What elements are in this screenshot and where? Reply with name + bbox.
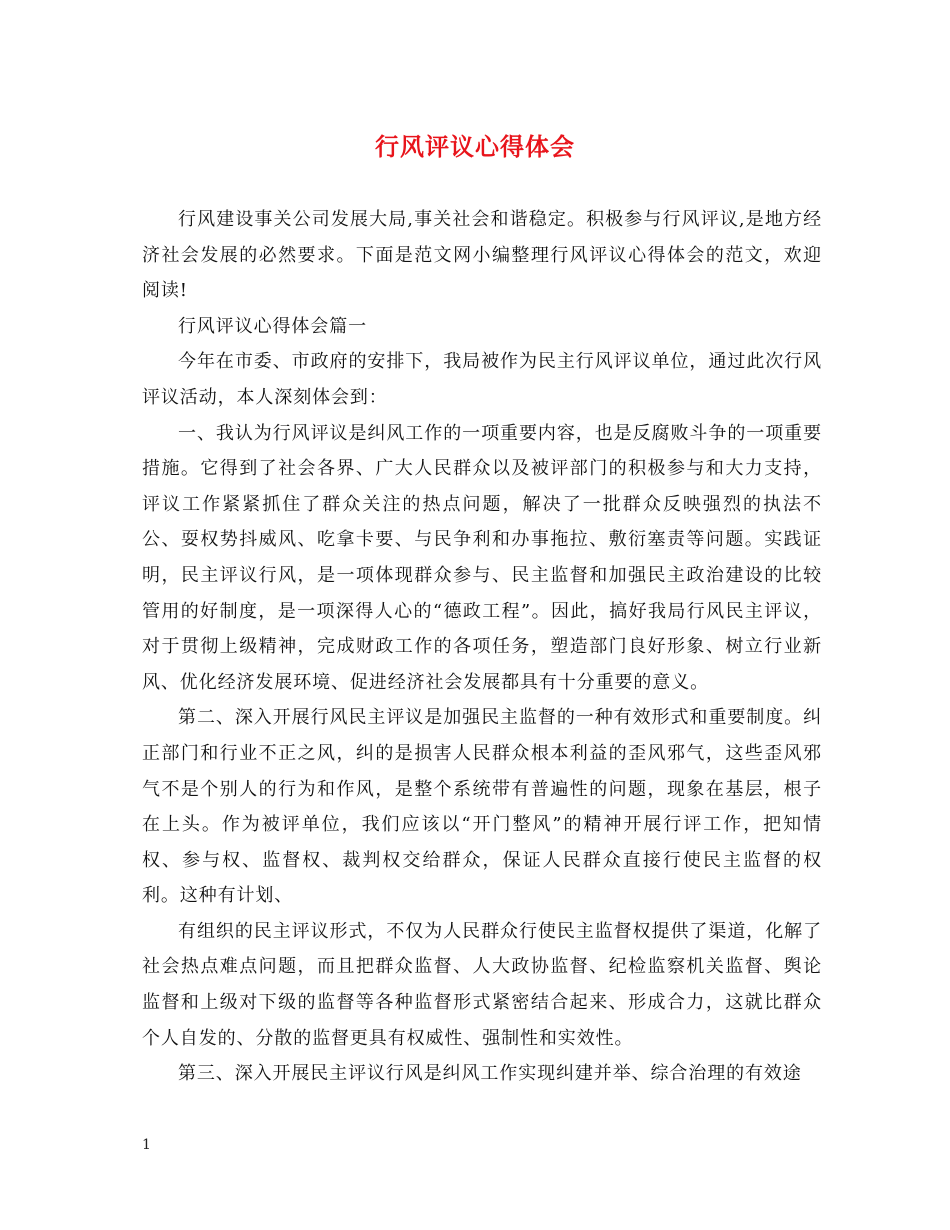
page-number: 1: [142, 1137, 151, 1153]
page-title: 行风评议心得体会: [375, 132, 575, 161]
section-heading: 行风评议心得体会篇一: [178, 315, 367, 337]
body-paragraph: 第二、深入开展行风民主评议是加强民主监督的一种有效形式和重要制度。纠正部门和行业不正之风，纠的是损害人民群众根本利益的歪风邪气，这些歪风邪气不是个别人的行为和作风，是整个系统带有普遍性的问题，现象在基层，根子在上头。作为被评单位，我们应该以“开门整风”的精神开展行评工作，把知情权、参与权、监督权、裁判权交给群众，保证人民群众直接行使民主监督的权利。这种有计划、: [142, 707, 822, 907]
body-paragraph: 今年在市委、市政府的安排下，我局被作为民主行风评议单位，通过此次行风评议活动，本人深刻体会到：: [142, 351, 822, 408]
body-paragraph: 第三、深入开展民主评议行风是纠风工作实现纠建并举、综合治理的有效途: [178, 1063, 802, 1085]
intro-paragraph: 行风建设事关公司发展大局,事关社会和谐稳定。积极参与行风评议,是地方经济社会发展的必然要求。下面是范文网小编整理行风评议心得体会的范文，欢迎阅读!: [142, 209, 822, 302]
document-body: [142, 202, 822, 1092]
body-paragraph: 有组织的民主评议形式，不仅为人民群众行使民主监督权提供了渠道，化解了社会热点难点问题，而且把群众监督、人大政协监督、纪检监察机关监督、舆论监督和上级对下级的监督等各种监督形式紧密结合起来、形成合力，这就比群众个人自发的、分散的监督更具有权威性、强制性和实效性。: [142, 920, 822, 1049]
body-paragraph: 一、我认为行风评议是纠风工作的一项重要内容，也是反腐败斗争的一项重要措施。它得到了社会各界、广大人民群众以及被评部门的积极参与和大力支持，评议工作紧紧抓住了群众关注的热点问题，解决了一批群众反映强烈的执法不公、耍权势抖威风、吃拿卡要、与民争利和办事拖拉、敷衍塞责等问题。实践证明，民主评议行风，是一项体现群众参与、民主监督和加强民主政治建设的比较管用的好制度，是一项深得人心的“德政工程”。因此，搞好我局行风民主评议，对于贯彻上级精神，完成财政工作的各项任务，塑造部门良好形象、树立行业新风、优化经济发展环境、促进经济社会发展都具有十分重要的意义。: [142, 422, 822, 693]
